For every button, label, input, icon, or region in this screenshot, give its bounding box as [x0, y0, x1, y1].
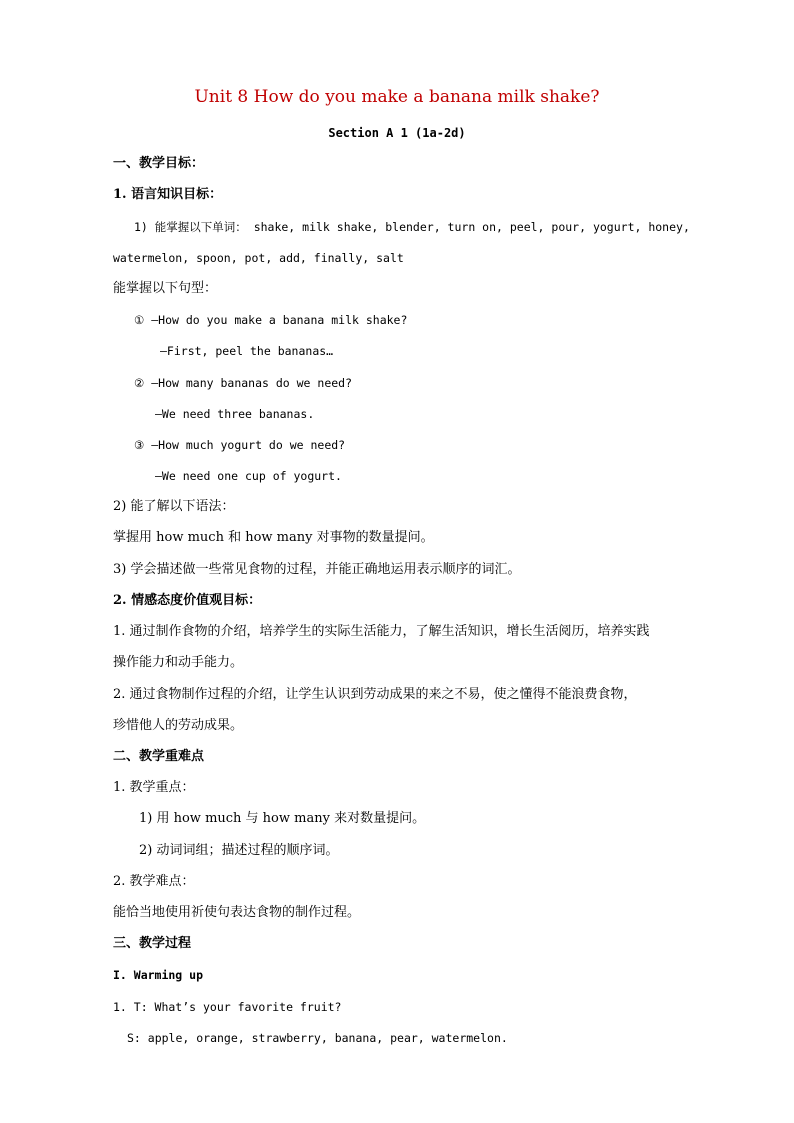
- pattern-1-question: ① —How do you make a banana milk shake?: [134, 313, 408, 327]
- sentence-patterns-label: 能掌握以下句型：: [113, 281, 218, 296]
- vocabulary-line-1: 1) 能掌握以下单词： shake, milk shake, blender, turn on, peel, pour, yogurt, honey,: [134, 220, 690, 234]
- dialogue-teacher-question: 1. T: What’s your favorite fruit?: [113, 1000, 342, 1014]
- pattern-2-question: ② —How many bananas do we need?: [134, 376, 353, 390]
- pattern-2-answer: —We need three bananas.: [155, 407, 315, 421]
- subheading-language-knowledge: 1. 语言知识目标：: [113, 187, 223, 202]
- key-point-1: 1) 用 how much 与 how many 来对数量提问。: [139, 811, 426, 826]
- emotional-goal-1-line-2: 操作能力和动手能力。: [113, 655, 244, 670]
- document-title: Unit 8 How do you make a banana milk shake?: [194, 87, 600, 107]
- process-description-item: 3) 学会描述做一些常见食物的过程，并能正确地运用表示顺序的词汇。: [113, 562, 521, 577]
- difficult-point-1: 能恰当地使用祈使句表达食物的制作过程。: [113, 905, 361, 920]
- section-heading-process: 三、教学过程: [113, 936, 192, 951]
- dialogue-student-answer: S: apple, orange, strawberry, banana, pear, watermelon.: [127, 1031, 508, 1045]
- document-subtitle: Section A 1 (1a-2d): [328, 126, 466, 140]
- emotional-goal-2-line-2: 珍惜他人的劳动成果。: [113, 718, 244, 733]
- section-heading-objectives: 一、教学目标：: [113, 156, 205, 171]
- grammar-label: 2) 能了解以下语法：: [113, 499, 235, 514]
- step-warming-up: I. Warming up: [113, 968, 204, 982]
- vocabulary-line-2: watermelon, spoon, pot, add, finally, salt: [113, 251, 404, 265]
- key-point-2: 2) 动词词组；描述过程的顺序词。: [139, 843, 339, 858]
- pattern-3-question: ③ —How much yogurt do we need?: [134, 438, 346, 452]
- pattern-3-answer: —We need one cup of yogurt.: [155, 469, 342, 483]
- emotional-goal-2-line-1: 2. 通过食物制作过程的介绍，让学生认识到劳动成果的来之不易，使之懂得不能浪费食物，: [113, 687, 637, 702]
- pattern-1-answer: —First, peel the bananas…: [160, 344, 334, 358]
- emotional-goal-1-line-1: 1. 通过制作食物的介绍，培养学生的实际生活能力，了解生活知识，增长生活阅历，培养实践: [113, 624, 650, 639]
- grammar-item: 掌握用 how much 和 how many 对事物的数量提问。: [113, 530, 434, 545]
- difficult-points-label: 2. 教学难点：: [113, 874, 195, 889]
- section-heading-key-points: 二、教学重难点: [113, 749, 205, 764]
- key-points-label: 1. 教学重点：: [113, 780, 195, 795]
- subheading-emotional-goals: 2. 情感态度价值观目标：: [113, 593, 262, 608]
